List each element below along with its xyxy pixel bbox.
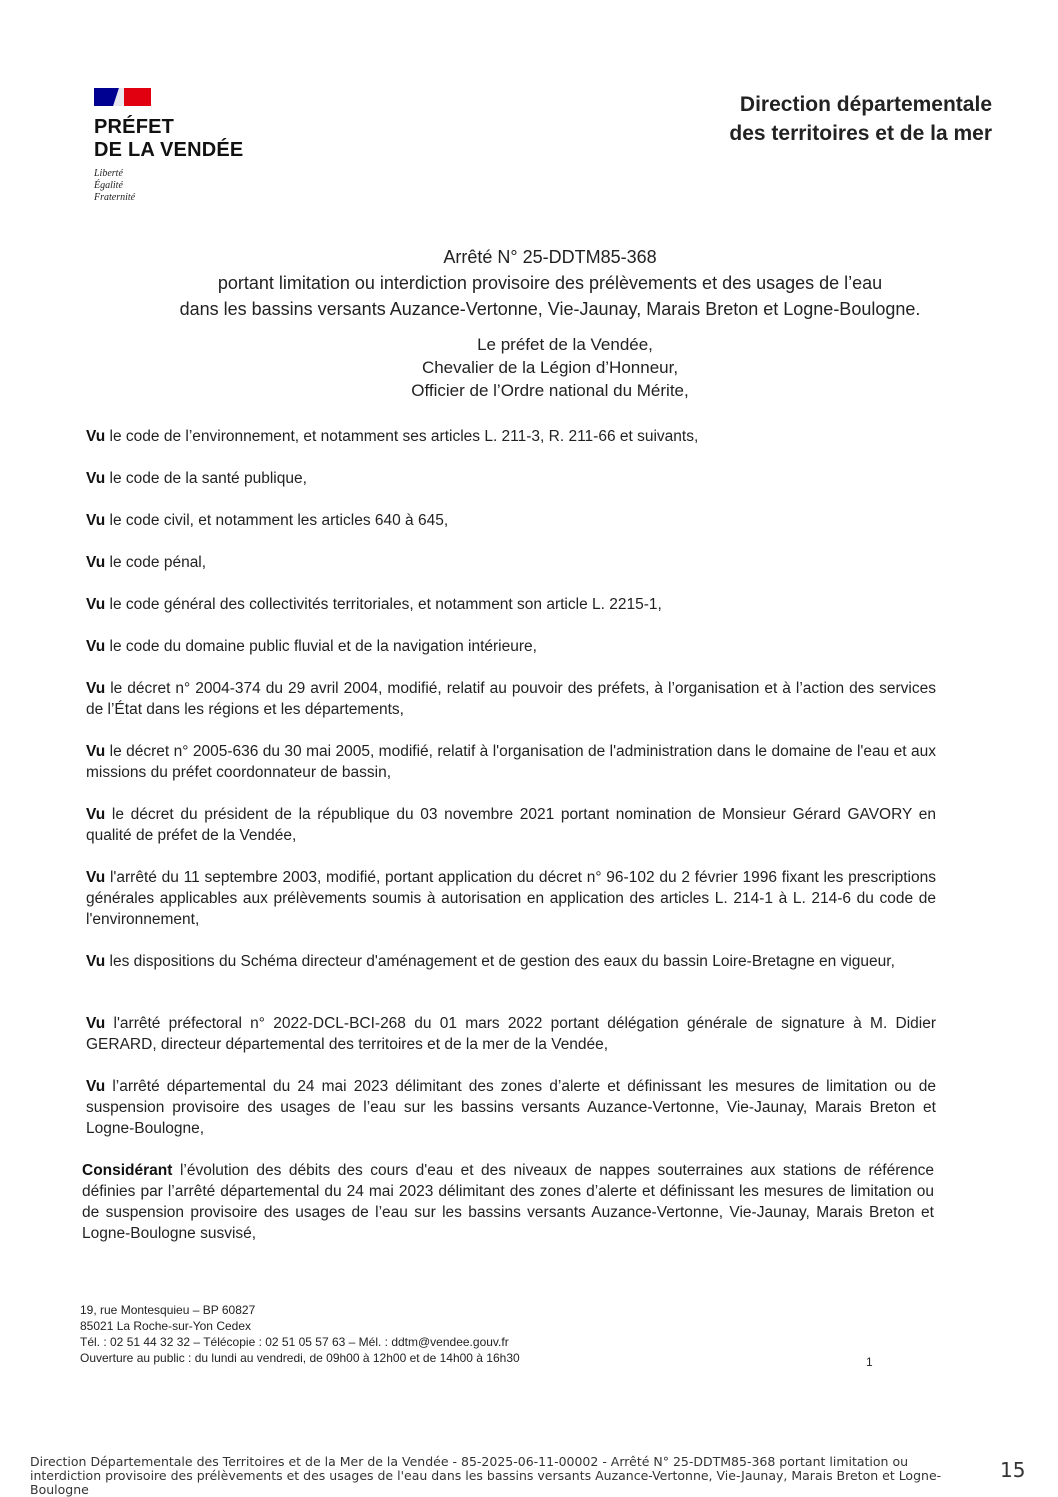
decree-title <box>60 244 1040 322</box>
visa-lead: Vu <box>86 428 106 445</box>
republic-motto <box>94 168 294 204</box>
footer-address <box>80 1302 520 1366</box>
visa-text: le code de l’environnement, et notamment ses articles L. 211-3, R. 211-66 et suivants, <box>105 428 699 445</box>
visa-paragraph <box>86 426 936 447</box>
visa-paragraph <box>86 741 936 783</box>
direction-line1: Direction départementale <box>739 93 992 116</box>
visa-text: le code général des collectivités territoriales, et notamment son article L. 2215-1, <box>105 596 662 613</box>
visa-text: l'arrêté préfectoral n° 2022-DCL-BCI-268 du 01 mars 2022 portant délégation générale de signature à M. Didier GERARD, directeur départemental des territoires et de la mer de la Vendée, <box>86 1015 936 1053</box>
visa-paragraph <box>86 951 936 972</box>
visa-lead: Vu <box>86 1078 106 1095</box>
visa-text: le décret du président de la république du 03 novembre 2021 portant nomination de Monsieur Gérard GAVORY en qualité de préfet de la Vendée, <box>86 806 936 844</box>
decree-subject-line1: portant limitation ou interdiction provisoire des prélèvements et des usages de l’eau <box>217 273 883 293</box>
prefect-titles <box>60 333 1040 402</box>
publication-stamp: Direction Départementale des Territoires et de la Mer de la Vendée - 85-2025-06-11-00002 - Arrêté N° 25-DDTM85-368 portant limitation ou interdiction provisoire des prélèvements et des usages de l'eau dans les bassins versants Auzance-Vertonne, Vie-Jaunay, Marais Breton et Logne-Boulogne <box>30 1454 942 1497</box>
prefect-line3: Officier de l’Ordre national du Mérite, <box>411 381 689 400</box>
visa-paragraph <box>86 867 936 930</box>
visa-lead: Vu <box>86 806 106 823</box>
motto-egalite: Égalité <box>94 180 123 191</box>
address-line2: 85021 La Roche-sur-Yon Cedex <box>80 1319 252 1333</box>
visa-paragraph <box>86 594 936 615</box>
address-line1: 19, rue Montesquieu – BP 60827 <box>80 1303 256 1317</box>
motto-fraternite: Fraternité <box>94 192 136 203</box>
page-number: 1 <box>866 1355 873 1369</box>
visa-lead: Vu <box>86 869 106 886</box>
logo-name <box>94 116 294 162</box>
visa-paragraph <box>86 468 936 489</box>
visa-lead: Vu <box>86 743 106 760</box>
visa-paragraph <box>86 1076 936 1139</box>
visa-text: les dispositions du Schéma directeur d'aménagement et de gestion des eaux du bassin Loire-Bretagne en vigueur, <box>105 953 895 970</box>
visa-paragraph <box>86 510 936 531</box>
visa-text: le code civil, et notamment les articles 640 à 645, <box>105 512 449 529</box>
decree-subject-line2: dans les bassins versants Auzance-Vertonne, Vie-Jaunay, Marais Breton et Logne-Boulogne. <box>179 299 921 319</box>
motto-liberte: Liberté <box>94 168 123 179</box>
prefecture-logo <box>94 86 294 204</box>
visa-text: le code pénal, <box>105 554 207 571</box>
visa-lead: Vu <box>86 680 106 697</box>
visa-lead: Vu <box>86 1015 106 1032</box>
visa-text: l’arrêté départemental du 24 mai 2023 délimitant des zones d’alerte et définissant les mesures de limitation ou de suspension provisoire des usages de l’eau sur les bassins versants Auzance-Vertonne, Vie-Jaunay, Marais Breton et Logne-Boulogne, <box>86 1078 936 1137</box>
visa-text: le code du domaine public fluvial et de la navigation intérieure, <box>105 638 537 655</box>
visa-text: le code de la santé publique, <box>105 470 307 487</box>
visa-lead: Vu <box>86 638 106 655</box>
prefect-line2: Chevalier de la Légion d’Honneur, <box>421 358 679 377</box>
visa-paragraph <box>86 678 936 720</box>
visa-lead: Vu <box>86 512 106 529</box>
decree-number: Arrêté N° 25-DDTM85-368 <box>443 247 657 267</box>
visa-paragraph <box>86 1013 936 1055</box>
logo-name-line1: PRÉFET <box>94 116 175 138</box>
issuing-direction <box>729 90 992 148</box>
visa-text: l'arrêté du 11 septembre 2003, modifié, portant application du décret n° 96-102 du 2 février 1996 fixant les prescriptions générales applicables aux prélèvements soumis à autorisation en application des articles L. 214-1 à L. 214-6 du code de l'environnement, <box>86 869 936 928</box>
visa-paragraph <box>86 636 936 657</box>
marianne-flag-icon <box>94 86 152 108</box>
logo-name-line2: DE LA VENDÉE <box>94 139 244 161</box>
address-line4: Ouverture au public : du lundi au vendredi, de 09h00 à 12h00 et de 14h00 à 16h30 <box>80 1351 520 1365</box>
visa-paragraph <box>86 552 936 573</box>
considerant-lead: Considérant <box>82 1162 173 1179</box>
publication-page-number: 15 <box>1000 1458 1026 1482</box>
direction-line2: des territoires et de la mer <box>729 122 992 145</box>
address-line3: Tél. : 02 51 44 32 32 – Télécopie : 02 51 05 57 63 – Mél. : ddtm@vendee.gouv.fr <box>80 1335 509 1349</box>
prefect-line1: Le préfet de la Vendée, <box>477 335 653 354</box>
considerant-text: l’évolution des débits des cours d'eau et des niveaux de nappes souterraines aux stations de référence définies par l’arrêté départemental du 24 mai 2023 délimitant des zones d’alerte et définissant les mesures de limitation ou de suspension provisoire des usages de l’eau sur les bassins versants Auzance-Vertonne, Vie-Jaunay, Marais Breton et Logne-Boulogne susvisé, <box>82 1162 934 1242</box>
visa-paragraph <box>86 804 936 846</box>
considerant-paragraph <box>82 1160 934 1244</box>
visa-lead: Vu <box>86 554 106 571</box>
visa-lead: Vu <box>86 596 106 613</box>
visa-text: le décret n° 2004-374 du 29 avril 2004, modifié, relatif au pouvoir des préfets, à l’organisation et à l’action des services de l’État dans les régions et les départements, <box>86 680 936 718</box>
visa-lead: Vu <box>86 470 106 487</box>
visa-text: le décret n° 2005-636 du 30 mai 2005, modifié, relatif à l'organisation de l'administration dans le domaine de l'eau et aux missions du préfet coordonnateur de bassin, <box>86 743 936 781</box>
visa-lead: Vu <box>86 953 106 970</box>
